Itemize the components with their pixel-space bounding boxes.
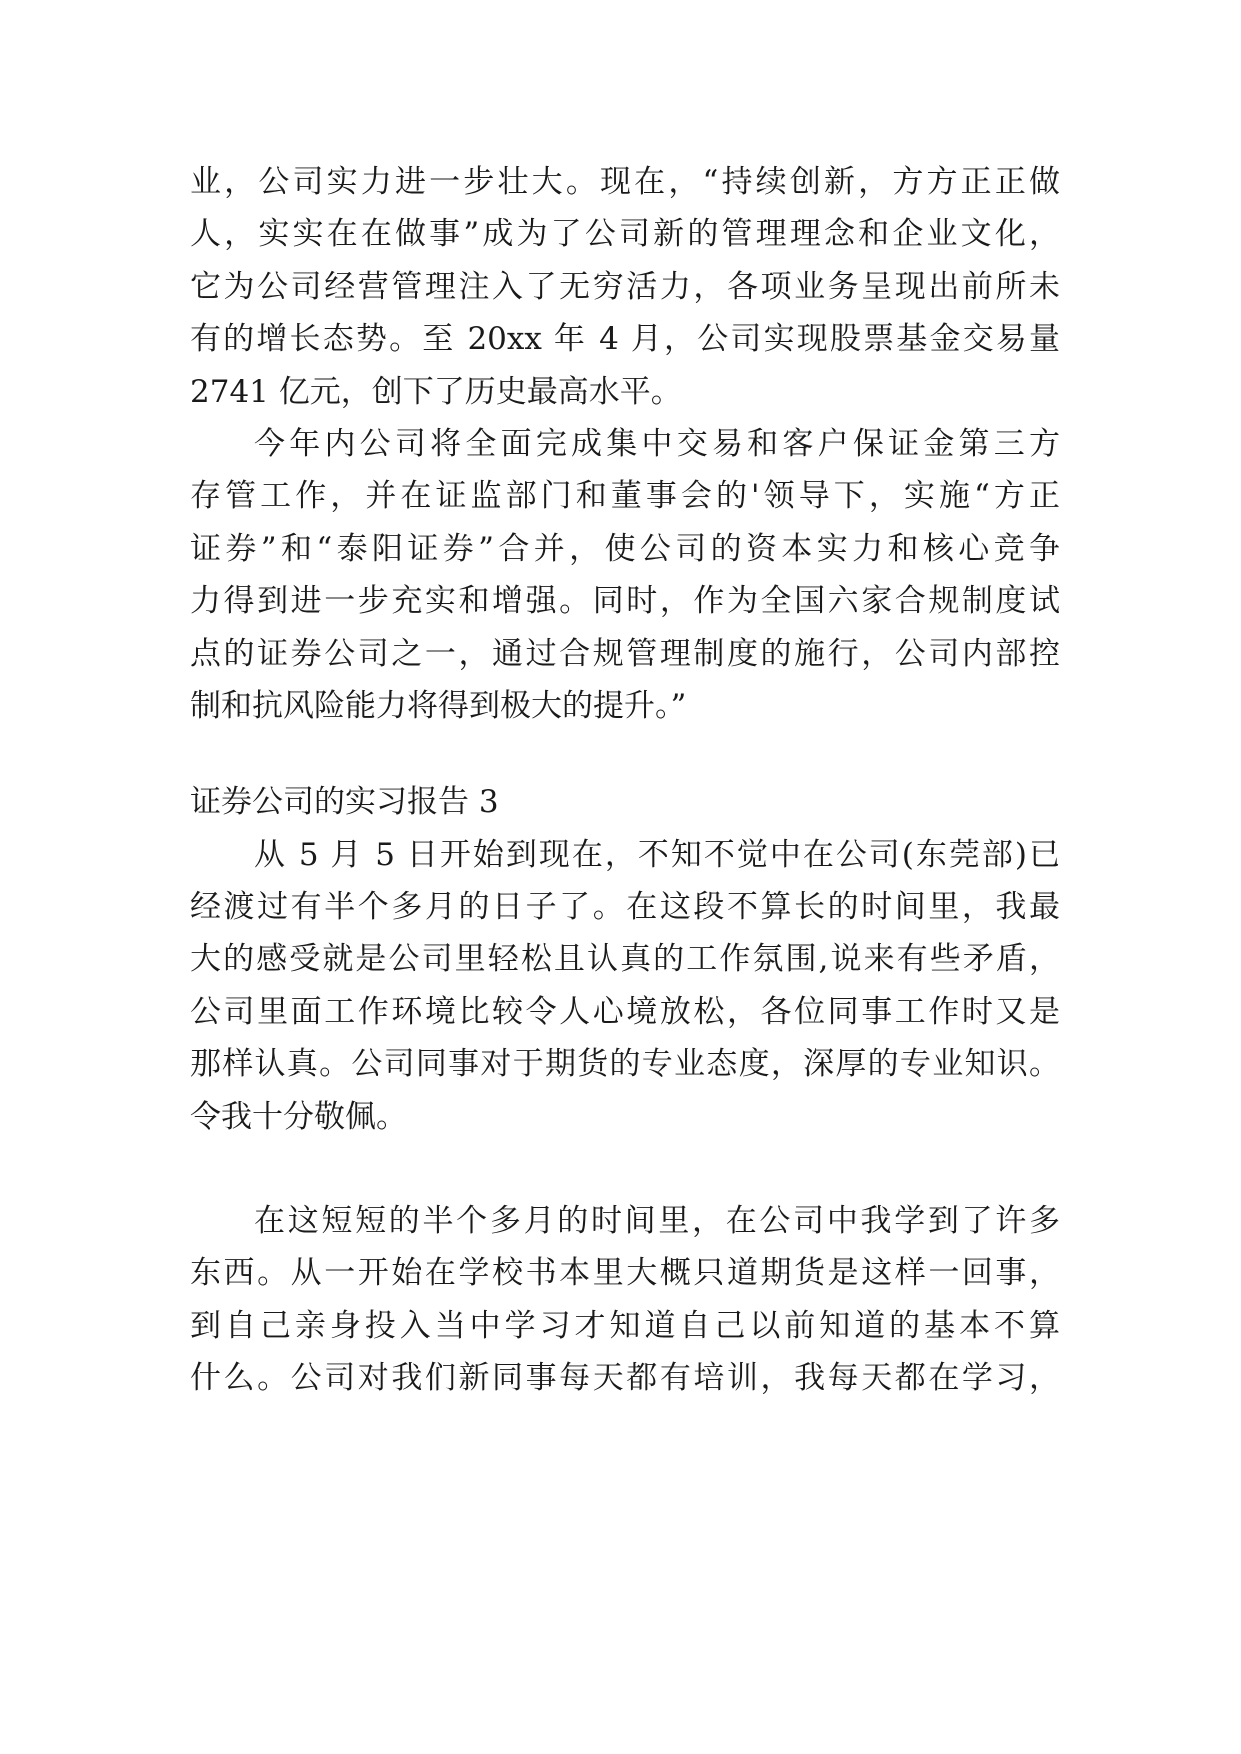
text-line: 东西。从一开始在学校书本里大概只道期货是这样一回事，: [190, 1255, 1060, 1292]
text-line: 2741 亿元，创下了历史最高水平。: [190, 373, 682, 410]
text-line: 有的增长态势。至 20xx 年 4 月，公司实现股票基金交易量: [190, 321, 1060, 358]
text-line: 它为公司经营管理注入了无穷活力，各项业务呈现出前所未: [190, 268, 1060, 305]
section-heading: 证券公司的实习报告 3: [190, 784, 499, 821]
text-line: 那样认真。公司同事对于期货的专业态度，深厚的专业知识。: [190, 1046, 1060, 1083]
text-line: 到自己亲身投入当中学习才知道自己以前知道的基本不算: [190, 1307, 1060, 1344]
text-line: 人，实实在在做事”成为了公司新的管理理念和企业文化，: [190, 216, 1060, 253]
text-line: 从 5 月 5 日开始到现在，不知不觉中在公司(东莞部)已: [254, 836, 1060, 873]
text-line: 什么。公司对我们新同事每天都有培训，我每天都在学习，: [190, 1360, 1060, 1397]
text-line: 大的感受就是公司里轻松且认真的工作氛围,说来有些矛盾，: [190, 941, 1060, 978]
text-line: 令我十分敬佩。: [190, 1098, 407, 1135]
paragraph-1: [190, 156, 1060, 418]
text-line: 业，公司实力进一步壮大。现在，“持续创新，方方正正做: [190, 164, 1060, 200]
text-line: 公司里面工作环境比较令人心境放松，各位同事工作时又是: [190, 993, 1060, 1030]
paragraph-2: [190, 418, 1060, 732]
text-line: 今年内公司将全面完成集中交易和客户保证金第三方: [254, 425, 1060, 462]
text-line: 证券”和“泰阳证券”合并，使公司的资本实力和核心竞争: [190, 530, 1060, 567]
text-line: 制和抗风险能力将得到极大的提升。”: [190, 687, 687, 724]
text-line: 存管工作，并在证监部门和董事会的'领导下，实施“方正: [190, 478, 1060, 515]
paragraph-3: [190, 829, 1060, 1143]
text-line: 在这短短的半个多月的时间里，在公司中我学到了许多: [254, 1203, 1060, 1240]
text-line: 点的证券公司之一，通过合规管理制度的施行，公司内部控: [190, 635, 1060, 672]
spacer: [190, 732, 1060, 776]
spacer: [190, 1143, 1060, 1195]
document-body: [190, 156, 1060, 1405]
paragraph-4: [190, 1195, 1060, 1405]
text-line: 力得到进一步充实和增强。同时，作为全国六家合规制度试: [190, 583, 1060, 620]
text-line: 经渡过有半个多月的日子了。在这段不算长的时间里，我最: [190, 889, 1060, 926]
